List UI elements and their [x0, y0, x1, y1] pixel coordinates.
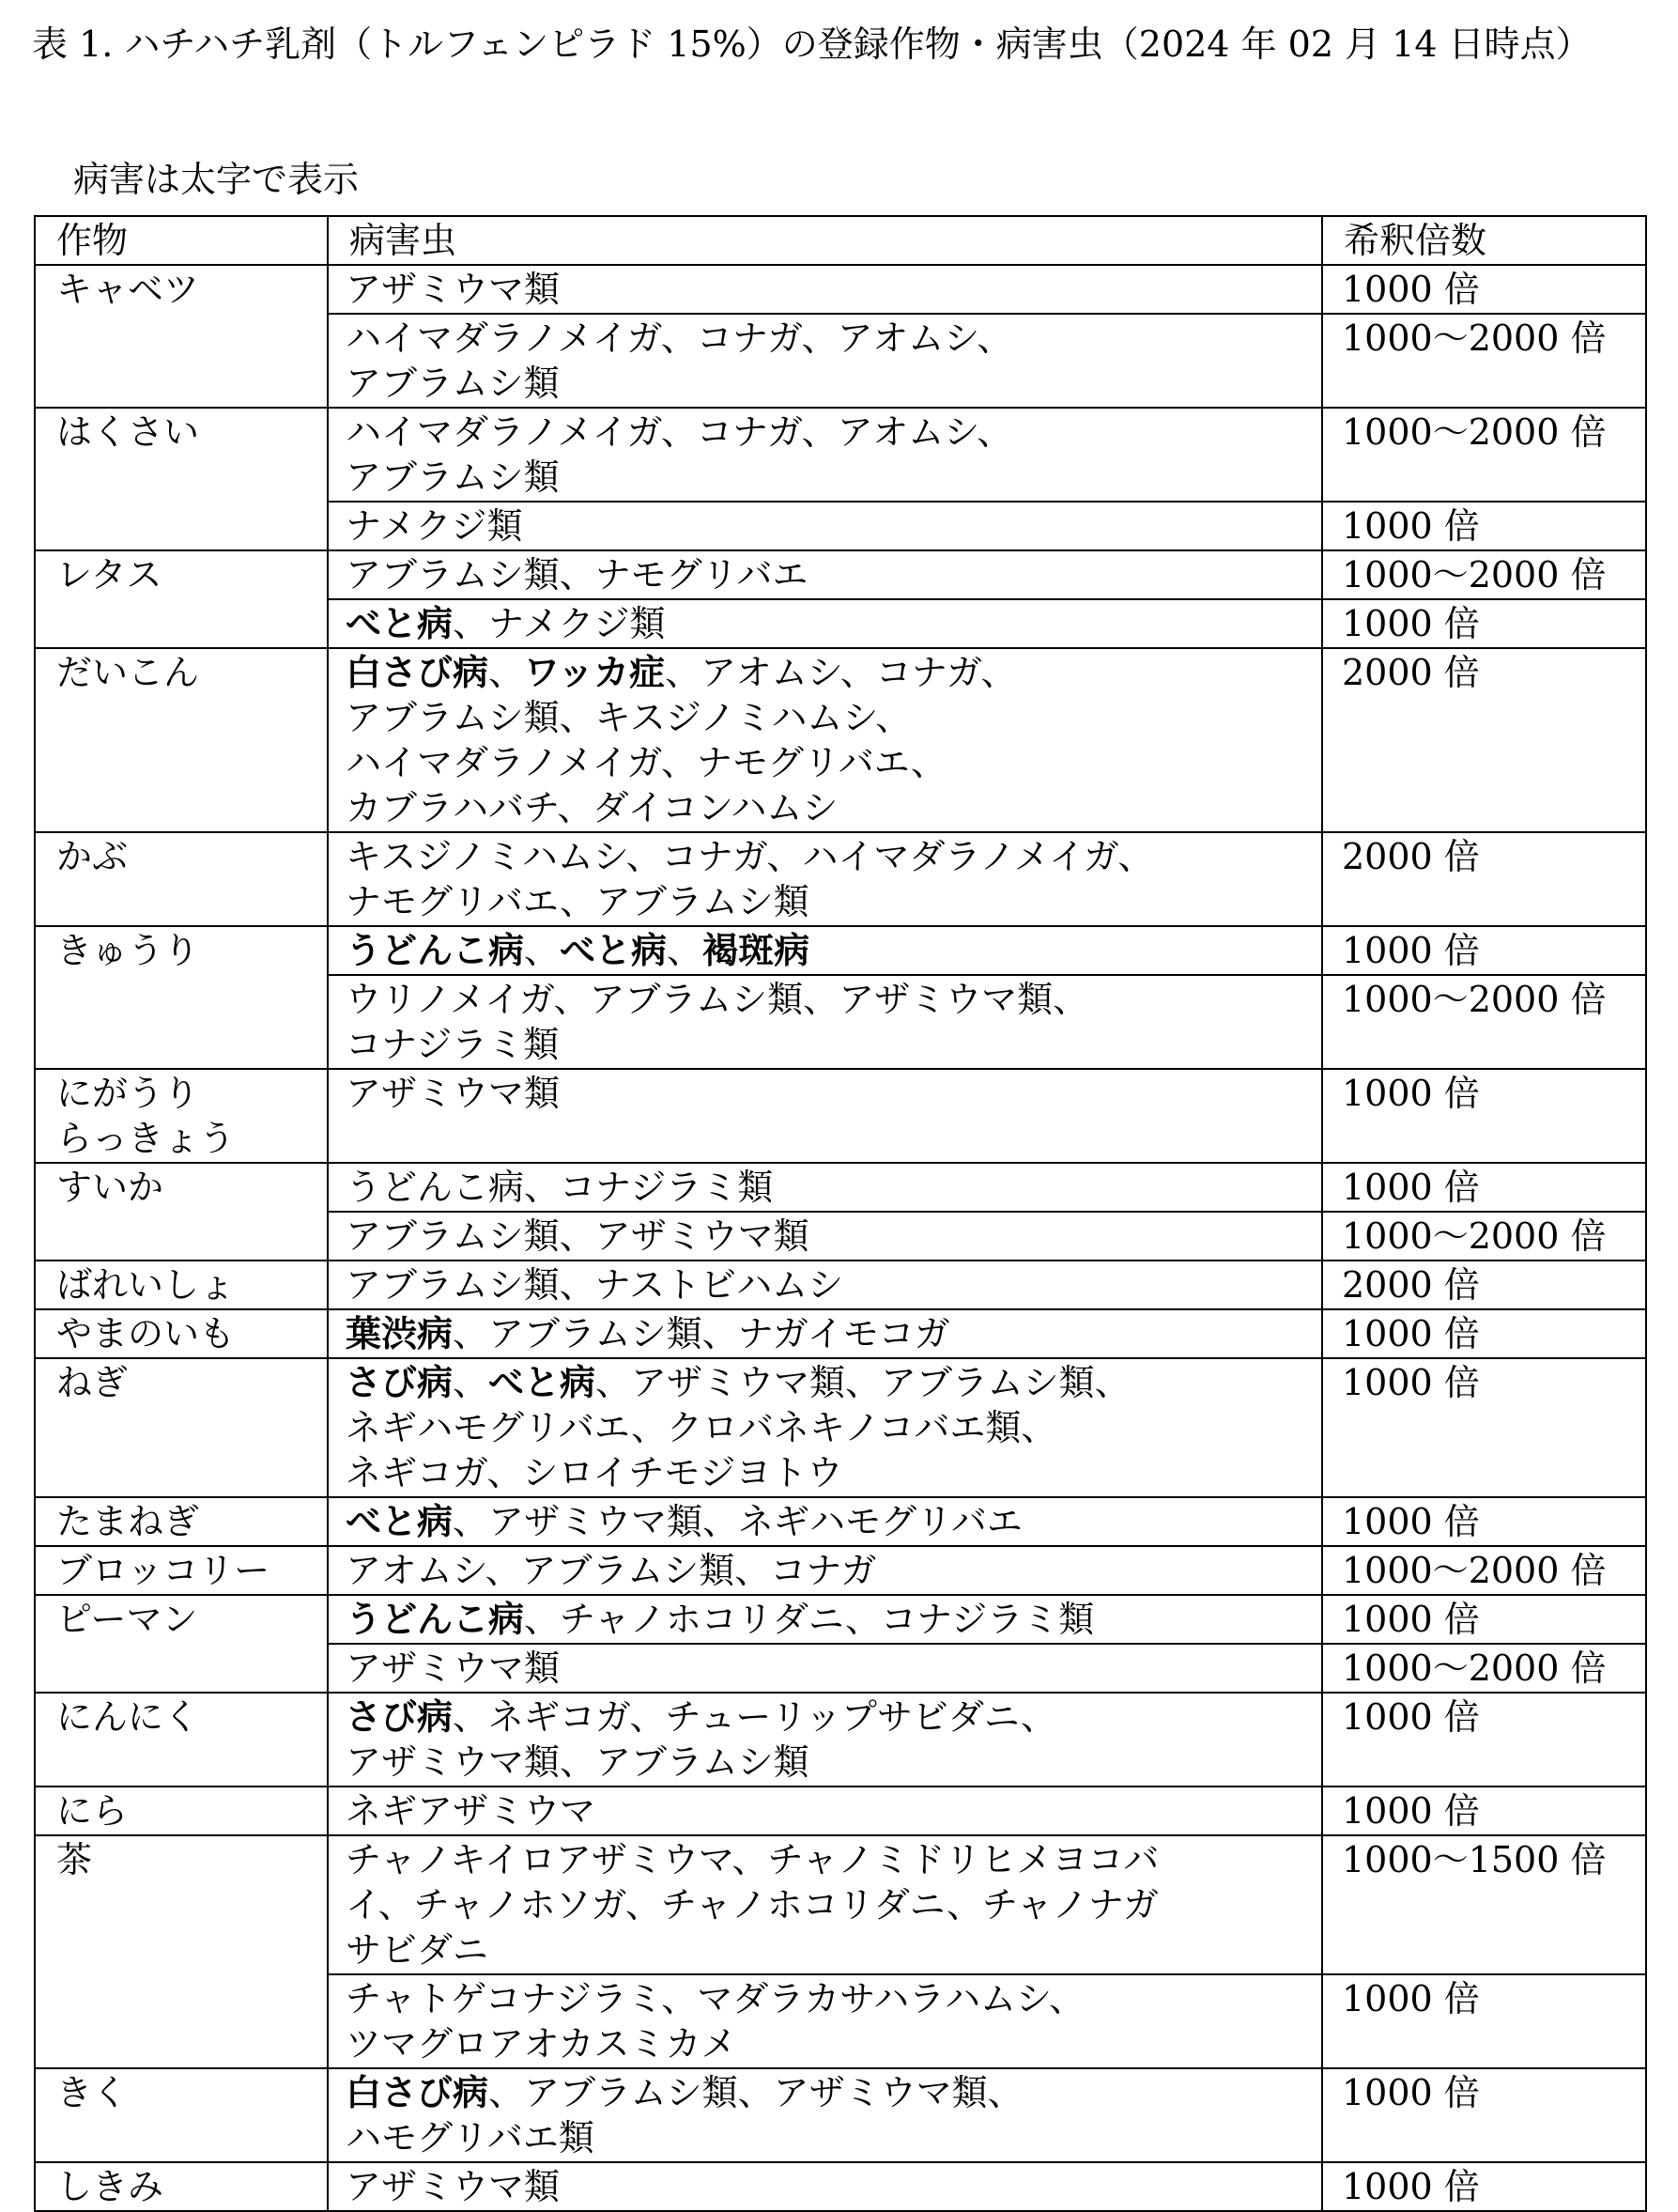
- pest-name: 、: [488, 652, 525, 693]
- dilution-cell: 1000～1500 倍: [1322, 1835, 1646, 1974]
- dilution-cell: 1000 倍: [1322, 926, 1646, 975]
- crop-name: ねぎ: [56, 1362, 129, 1403]
- dilution-cell: 1000 倍: [1322, 1358, 1646, 1497]
- table-row: [35, 2162, 1646, 2211]
- crop-cell: [35, 408, 328, 550]
- crop-cell: [35, 2162, 328, 2211]
- crop-cell: [35, 1595, 328, 1693]
- table-row: [35, 265, 1646, 314]
- disease-name: うどんこ病: [346, 929, 525, 971]
- pest-name: ハイマダラノメイガ、コナガ、アオムシ、: [346, 411, 1013, 453]
- pest-cell: [328, 1546, 1322, 1595]
- pest-name: 、: [453, 1362, 489, 1403]
- pest-name: チャノキイロアザミウマ、チャノミドリヒメヨコバ: [346, 1839, 1160, 1880]
- table-row: [35, 1261, 1646, 1309]
- pest-name: アザミウマ類: [346, 269, 561, 310]
- crop-name: はくさい: [56, 411, 200, 453]
- dilution-cell: 1000 倍: [1322, 1497, 1646, 1546]
- pest-name: ナモグリバエ、アブラムシ類: [346, 881, 809, 922]
- pest-name: アオムシ、アブラムシ類、コナガ: [346, 1550, 877, 1591]
- pest-name: アブラムシ類、キスジノミハムシ、: [346, 697, 912, 738]
- disease-name: べと病: [346, 1500, 454, 1542]
- dilution-cell: 1000 倍: [1322, 1309, 1646, 1358]
- disease-name: さび病: [346, 1695, 454, 1738]
- pest-cell: [328, 1212, 1322, 1261]
- table-row: [35, 550, 1646, 599]
- pest-name: コナジラミ類: [346, 1024, 560, 1065]
- dilution-cell: 1000～2000 倍: [1322, 1212, 1646, 1261]
- table-row: [35, 648, 1646, 832]
- pest-cell: [328, 502, 1322, 550]
- dilution-cell: 1000～2000 倍: [1322, 408, 1646, 502]
- pest-cell: [328, 1309, 1322, 1358]
- pest-name: 、アザミウマ類、ネギハモグリバエ: [453, 1501, 1023, 1542]
- crop-name: たまねぎ: [56, 1501, 200, 1542]
- pest-name: アブラムシ類、アザミウマ類: [346, 1215, 809, 1257]
- table-row: [35, 1163, 1646, 1212]
- table-row: [35, 408, 1646, 502]
- crop-name: にんにく: [56, 1696, 200, 1738]
- pest-cell: [328, 408, 1322, 502]
- pest-name: アザミウマ類、アブラムシ類: [346, 1741, 809, 1783]
- pest-name: ハイマダラノメイガ、コナガ、アオムシ、: [346, 317, 1013, 359]
- pest-name: 、ナメクジ類: [453, 603, 666, 644]
- pest-name: ネギハモグリバエ、クロバネキノコバエ類、: [346, 1407, 1057, 1448]
- pest-cell: [328, 1835, 1322, 1974]
- pest-name: ウリノメイガ、アブラムシ類、アザミウマ類、: [346, 979, 1089, 1020]
- pest-name: アブラムシ類、ナストビハムシ: [346, 1264, 844, 1306]
- crop-name: キャベツ: [56, 269, 200, 310]
- table-row: [35, 1497, 1646, 1546]
- pest-cell: [328, 1261, 1322, 1309]
- crop-name: すいか: [56, 1167, 164, 1208]
- pest-name: 、ネギコガ、チューリップサビダニ、: [453, 1696, 1056, 1738]
- dilution-cell: 1000～2000 倍: [1322, 550, 1646, 599]
- dilution-cell: 1000～2000 倍: [1322, 1546, 1646, 1595]
- pest-name: サビダニ: [346, 1929, 489, 1971]
- disease-name: さび病: [346, 1361, 454, 1403]
- dilution-cell: 1000～2000 倍: [1322, 1644, 1646, 1693]
- crop-name: にがうり: [56, 1073, 200, 1114]
- pest-name: アブラムシ類: [346, 456, 560, 498]
- dilution-cell: 1000 倍: [1322, 502, 1646, 550]
- header-crop: 作物: [35, 216, 328, 265]
- pest-name: ネギアザミウマ: [346, 1790, 596, 1832]
- table-row: [35, 832, 1646, 926]
- disease-name: べと病: [560, 929, 668, 971]
- dilution-cell: 1000～2000 倍: [1322, 314, 1646, 408]
- pest-name: キスジノミハムシ、コナガ、ハイマダラノメイガ、: [346, 836, 1154, 877]
- crop-name: きく: [56, 2072, 129, 2113]
- dilution-cell: 1000 倍: [1322, 1163, 1646, 1212]
- pest-cell: [328, 1497, 1322, 1546]
- pest-name: 、アブラムシ類、ナガイモコガ: [453, 1313, 950, 1354]
- dilution-cell: 2000 倍: [1322, 832, 1646, 926]
- crop-name: だいこん: [56, 652, 200, 693]
- pest-name: ナメクジ類: [346, 505, 523, 547]
- dilution-cell: 1000 倍: [1322, 2162, 1646, 2211]
- pest-cell: [328, 1974, 1322, 2068]
- header-row: [35, 216, 1646, 265]
- pest-cell: [328, 2162, 1322, 2211]
- crop-name: ピーマン: [56, 1599, 198, 1640]
- pest-cell: [328, 648, 1322, 832]
- crop-cell: [35, 648, 328, 832]
- pest-cell: [328, 599, 1322, 648]
- crop-name: ばれいしょ: [56, 1264, 236, 1306]
- disease-name: ワッカ症: [524, 651, 666, 693]
- table-row: [35, 1595, 1646, 1644]
- pest-name: ハモグリバエ類: [346, 2117, 594, 2158]
- dilution-cell: 1000 倍: [1322, 1069, 1646, 1163]
- dilution-cell: 1000 倍: [1322, 2068, 1646, 2162]
- crop-name: やまのいも: [56, 1313, 236, 1354]
- crop-cell: [35, 265, 328, 408]
- pest-name: 、: [667, 930, 703, 971]
- header-pest: 病害虫: [328, 216, 1322, 265]
- pest-cell: [328, 265, 1322, 314]
- crop-cell: [35, 1069, 328, 1163]
- crop-name: かぶ: [56, 836, 129, 877]
- pest-name: ハイマダラノメイガ、ナモグリバエ、: [346, 742, 947, 783]
- pest-cell: [328, 1787, 1322, 1835]
- pest-name: うどんこ病、コナジラミ類: [346, 1167, 774, 1208]
- pest-name: アザミウマ類: [346, 2166, 561, 2207]
- table-row: [35, 1693, 1646, 1787]
- crop-name: らっきょう: [56, 1118, 236, 1159]
- table-row: [35, 926, 1646, 975]
- pest-cell: [328, 1163, 1322, 1212]
- table-row: [35, 1546, 1646, 1595]
- table-row: [35, 1309, 1646, 1358]
- pest-name: 、アブラムシ類、アザミウマ類、: [488, 2072, 1024, 2113]
- pest-name: 、アオムシ、コナガ、: [665, 652, 1017, 693]
- crop-cell: [35, 2068, 328, 2162]
- crop-cell: [35, 1309, 328, 1358]
- table-title: 表 1. ハチハチ乳剤（トルフェンピラド 15%）の登録作物・病害虫（2024 年 02 月 14 日時点）: [32, 23, 1592, 65]
- crop-cell: [35, 926, 328, 1069]
- pest-name: ネギコガ、シロイチモジヨトウ: [346, 1452, 843, 1493]
- table-row: [35, 1787, 1646, 1835]
- disease-name: べと病: [346, 602, 454, 644]
- dilution-cell: 1000 倍: [1322, 599, 1646, 648]
- table-note: 病害は太字で表示: [73, 159, 360, 200]
- registration-table: [34, 215, 1647, 2212]
- crop-cell: [35, 1835, 328, 2068]
- crop-cell: [35, 832, 328, 926]
- pest-name: ツマグロアオカスミカメ: [346, 2023, 737, 2065]
- pest-name: アブラムシ類: [346, 363, 560, 404]
- pest-cell: [328, 1693, 1322, 1787]
- table-row: [35, 1358, 1646, 1497]
- pest-name: アザミウマ類: [346, 1647, 561, 1689]
- crop-name: ブロッコリー: [56, 1550, 270, 1591]
- pest-cell: [328, 1644, 1322, 1693]
- pest-name: チャトゲコナジラミ、マダラカサハラハムシ、: [346, 1978, 1085, 2019]
- crop-cell: [35, 1693, 328, 1787]
- crop-cell: [35, 1261, 328, 1309]
- header-dilution: 希釈倍数: [1322, 216, 1646, 265]
- dilution-cell: 1000 倍: [1322, 1693, 1646, 1787]
- dilution-cell: 1000 倍: [1322, 265, 1646, 314]
- pest-cell: [328, 1069, 1322, 1163]
- pest-cell: [328, 975, 1322, 1069]
- dilution-cell: 1000 倍: [1322, 1974, 1646, 2068]
- pest-name: 、チャノホコリダニ、コナジラミ類: [524, 1599, 1095, 1640]
- pest-name: 、アザミウマ類、アブラムシ類、: [595, 1362, 1131, 1403]
- pest-cell: [328, 926, 1322, 975]
- pest-cell: [328, 550, 1322, 599]
- pest-cell: [328, 314, 1322, 408]
- disease-name: 葉渋病: [346, 1312, 454, 1354]
- crop-cell: [35, 1358, 328, 1497]
- pest-cell: [328, 832, 1322, 926]
- pest-name: アザミウマ類: [346, 1073, 561, 1114]
- crop-cell: [35, 1497, 328, 1546]
- crop-name: にら: [56, 1790, 129, 1832]
- pest-cell: [328, 1358, 1322, 1497]
- crop-name: 茶: [56, 1839, 93, 1880]
- crop-cell: [35, 550, 328, 648]
- pest-name: アブラムシ類、ナモグリバエ: [346, 554, 808, 596]
- crop-cell: [35, 1163, 328, 1261]
- crop-cell: [35, 1546, 328, 1595]
- pest-name: イ、チャノホソガ、チャノホコリダニ、チャノナガ: [346, 1884, 1160, 1926]
- table-row: [35, 2068, 1646, 2162]
- crop-name: きゅうり: [56, 930, 200, 971]
- pest-cell: [328, 1595, 1322, 1644]
- table-row: [35, 1835, 1646, 1974]
- disease-name: 褐斑病: [702, 929, 810, 971]
- crop-name: レタス: [56, 554, 162, 596]
- crop-name: しきみ: [56, 2166, 164, 2207]
- disease-name: べと病: [488, 1361, 596, 1403]
- pest-cell: [328, 2068, 1322, 2162]
- dilution-cell: 2000 倍: [1322, 1261, 1646, 1309]
- disease-name: うどんこ病: [346, 1598, 525, 1640]
- pest-name: 、: [524, 930, 561, 971]
- dilution-cell: 2000 倍: [1322, 648, 1646, 832]
- table-body: [35, 265, 1646, 2211]
- pest-name: カブラハバチ、ダイコンハムシ: [346, 787, 839, 828]
- dilution-cell: 1000～2000 倍: [1322, 975, 1646, 1069]
- table-row: [35, 1069, 1646, 1163]
- disease-name: 白さび病: [346, 2071, 489, 2113]
- crop-cell: [35, 1787, 328, 1835]
- disease-name: 白さび病: [346, 651, 489, 693]
- dilution-cell: 1000 倍: [1322, 1787, 1646, 1835]
- dilution-cell: 1000 倍: [1322, 1595, 1646, 1644]
